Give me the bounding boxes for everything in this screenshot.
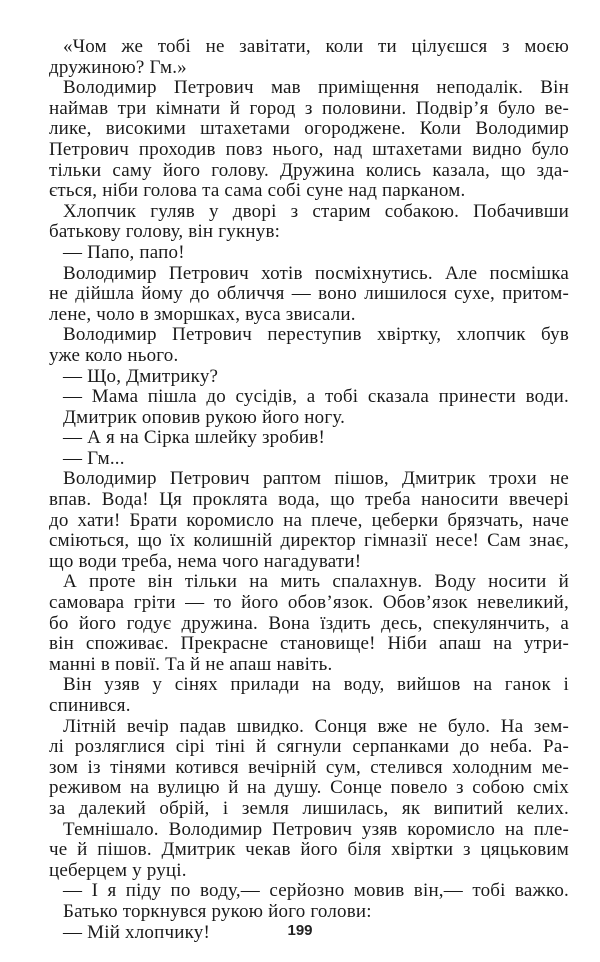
text-line: Петрович проходив повз нього, над штахетами видно було <box>49 138 569 160</box>
text-line: че й пішов. Дмитрик чекав його біля хвіртки з цяцьковим <box>49 839 569 861</box>
text-line: Володимир Петрович хотів посміхнутись. Але посмішка <box>63 262 569 284</box>
text-line: А проте він тільки на мить спалахнув. Воду носити й <box>63 571 569 593</box>
text-line: Батько торкнувся рукою його голови: <box>63 900 372 922</box>
text-line: — Мама пішла до сусідів, а тобі сказала принести води. <box>63 386 569 408</box>
text-line: спинився. <box>49 695 131 716</box>
text-line: дружиною? Гм.» <box>49 56 187 78</box>
text-line: лене, чоло в зморшках, вуса звисали. <box>49 303 356 325</box>
text-line: манні в повії. Та й не апаш навіть. <box>49 653 333 675</box>
text-line: наймав три кімнати й город з половини. Подвір’я було ве- <box>49 97 569 119</box>
text-line: цеберцем у руці. <box>49 859 187 881</box>
text-line: уже коло нього. <box>49 344 179 366</box>
text-line: Дмитрик оповив рукою його ногу. <box>63 406 346 428</box>
text-line: бо його годує дружина. Вона їздить десь, спекулянчить, а <box>49 612 569 634</box>
text-line: — І я піду по воду,— серйозно мовив він,— тобі важко. <box>63 880 569 902</box>
text-line: Володимир Петрович мав приміщення неподалік. Він <box>63 77 569 99</box>
text-line: Темнішало. Володимир Петрович узяв коромисло на пле- <box>63 818 569 840</box>
text-line: — Що, Дмитрику? <box>63 365 219 387</box>
text-line: Літній вечір падав швидко. Сонця вже не було. На зем- <box>63 715 569 737</box>
text-line: лике, високими штахетами огороджене. Коли Володимир <box>49 118 569 140</box>
text-line: реживом на вулицю й на душу. Сонце повело з собою сміх <box>49 777 569 799</box>
text-line: Володимир Петрович переступив хвіртку, хлопчик був <box>63 324 569 346</box>
text-line: тільки саму його голову. Дружина колись казала, що зда- <box>49 159 569 181</box>
text-line: Він узяв у сінях прилади на воду, вийшов на ганок і <box>63 674 569 696</box>
text-line: сміються, що їх колишній директор гімназії несе! Сам знає, <box>49 530 569 552</box>
text-line: батькову голову, він гукнув: <box>49 221 281 243</box>
page-number: 199 <box>287 922 313 939</box>
text-line: ється, ніби голова та сама собі суне над парканом. <box>49 180 466 202</box>
text-line: — Мій хлопчику! <box>63 921 211 943</box>
text-line: за далекий обрій, і земля лишилась, як випитий келих. <box>49 797 569 819</box>
text-line: до хати! Брати коромисло на плече, цеберки брязчать, наче <box>49 509 569 531</box>
text-line: Володимир Петрович раптом пішов, Дмитрик трохи не <box>63 468 569 490</box>
text-line: що води треба, нема чого нагадувати! <box>49 550 362 572</box>
text-line: «Чом же тобі не завітати, коли ти цілуєшся з моєю <box>63 36 569 57</box>
text-line: зом із тінями котився вечірній сум, стелився холодним ме- <box>49 756 569 778</box>
text-line: — А я на Сірка шлейку зробив! <box>63 427 326 449</box>
page-body <box>49 37 569 943</box>
text-line: самовара гріти — то його обов’язок. Обов’язок невеликий, <box>49 592 569 614</box>
text-line: Хлопчик гуляв у дворі з старим собакою. Побачивши <box>63 200 569 222</box>
text-line: не дійшла йому до обличчя — воно лишилося сухе, притом- <box>49 283 569 305</box>
text-line: він споживає. Прекрасне становище! Ніби апаш на утри- <box>49 633 569 655</box>
text-line: — Папо, папо! <box>63 241 185 263</box>
text-line: — Гм... <box>63 447 125 469</box>
text-line: лі розляглися сірі тіні й сягнули серпанками до неба. Ра- <box>49 736 569 758</box>
text-line: впав. Вода! Ця проклята вода, що треба наносити ввечері <box>49 489 569 511</box>
